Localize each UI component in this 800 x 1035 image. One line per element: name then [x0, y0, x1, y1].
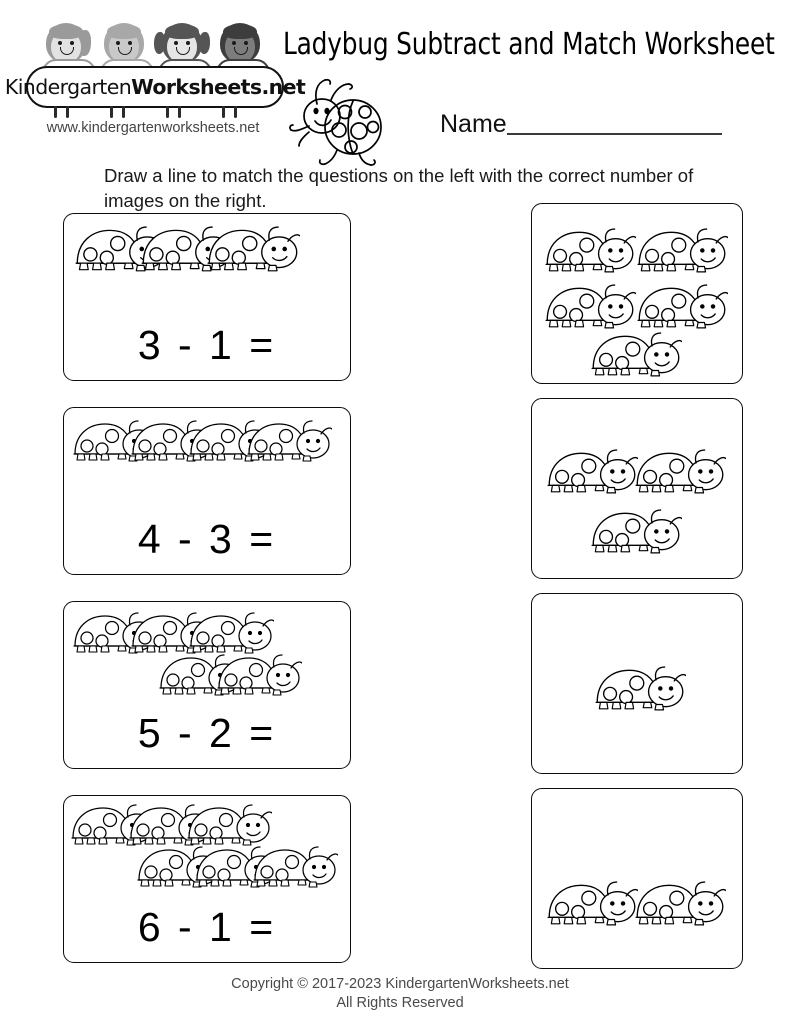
- ladybug-group: [532, 594, 742, 773]
- question-box-4[interactable]: [63, 795, 351, 963]
- page-title: Ladybug Subtract and Match Worksheet: [283, 27, 775, 62]
- ladybug-icon: [594, 666, 686, 713]
- question-box-3[interactable]: [63, 601, 351, 769]
- equation-text: 5 - 2 =: [137, 710, 277, 756]
- logo-kid-leg: [222, 106, 225, 118]
- ladybug-icon: [546, 449, 638, 496]
- answer-box-2[interactable]: [531, 398, 743, 579]
- ladybug-icon: [636, 228, 728, 275]
- ladybug-icon: [544, 228, 636, 275]
- ladybug-icon: [546, 881, 638, 928]
- logo-kid-leg: [54, 106, 57, 118]
- logo-kid-leg: [122, 106, 125, 118]
- rights-text: All Rights Reserved: [336, 995, 464, 1011]
- equation-text: 3 - 1 =: [137, 322, 277, 368]
- question-column: [63, 213, 351, 989]
- site-url-text: www.kindergartenworksheets.net: [46, 120, 260, 136]
- answer-box-4[interactable]: [531, 788, 743, 969]
- ladybug-icon: [634, 881, 726, 928]
- logo-kid-leg: [110, 106, 113, 118]
- ladybug-group: [532, 789, 742, 968]
- logo-kid-leg: [66, 106, 69, 118]
- logo-text-kindergarten: Kindergarten: [4, 74, 132, 99]
- page-footer: [0, 975, 800, 1013]
- ladybug-icon: [590, 332, 682, 379]
- answer-box-3[interactable]: [531, 593, 743, 774]
- question-box-1[interactable]: [63, 213, 351, 381]
- logo-kid-leg: [166, 106, 169, 118]
- ladybug-mascot-icon: [287, 74, 392, 169]
- logo-kids-legs: [48, 106, 263, 120]
- instructions-text: Draw a line to match the questions on the left with the correct number of images on the right.: [104, 165, 694, 211]
- logo-text-worksheets: Worksheets.net: [131, 74, 306, 99]
- logo-kid-leg: [178, 106, 181, 118]
- ladybug-icon: [188, 612, 274, 656]
- answer-column: [531, 203, 743, 983]
- name-label: Name: [440, 110, 507, 138]
- ladybug-icon: [636, 284, 728, 331]
- logo-banner-text: [4, 74, 306, 99]
- logo-banner: [4, 66, 306, 108]
- name-field-row: [440, 112, 722, 137]
- ladybug-icon: [186, 804, 272, 848]
- name-input-line[interactable]: [507, 133, 722, 135]
- ladybug-icon: [246, 420, 332, 464]
- copyright-text: Copyright © 2017-2023 KindergartenWorksheets.net: [231, 976, 569, 992]
- ladybug-icon: [544, 284, 636, 331]
- ladybug-icon: [206, 226, 300, 274]
- ladybug-icon: [590, 509, 682, 556]
- question-box-2[interactable]: [63, 407, 351, 575]
- equation-text: 4 - 3 =: [137, 516, 277, 562]
- answer-box-1[interactable]: [531, 203, 743, 384]
- ladybug-icon: [216, 654, 302, 698]
- ladybug-icon: [634, 449, 726, 496]
- ladybug-group: [532, 204, 742, 383]
- equation-text: 6 - 1 =: [137, 904, 277, 950]
- logo-kid-leg: [234, 106, 237, 118]
- page-header: [0, 0, 800, 150]
- ladybug-icon: [252, 846, 338, 890]
- ladybug-group: [532, 399, 742, 578]
